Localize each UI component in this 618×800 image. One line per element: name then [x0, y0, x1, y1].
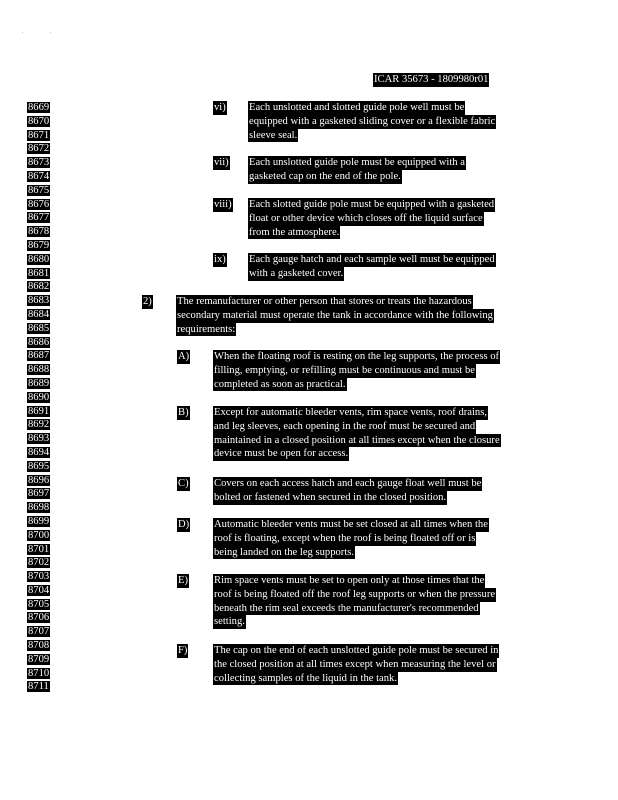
item-vii-line: Each unslotted guide pole must be equipped with a — [249, 157, 465, 168]
line-number — [27, 170, 53, 184]
line-number — [27, 570, 53, 584]
line-number-text: 8669 — [28, 102, 50, 113]
line-number — [27, 556, 53, 570]
line-number-text: 8684 — [28, 308, 50, 320]
line-number-text: 8691 — [28, 405, 50, 417]
item-viii-line: float or other device which closes off the liquid surface — [249, 212, 483, 224]
line-number — [27, 391, 53, 405]
line-number-text: 8672 — [28, 143, 50, 155]
item-vi-line: sleeve seal. — [249, 129, 298, 141]
item-vi-text — [248, 101, 496, 142]
line-number — [27, 101, 53, 115]
line-number — [27, 460, 53, 474]
line-number-text: 8677 — [28, 212, 50, 224]
line-number-text: 8702 — [28, 557, 50, 569]
line-number — [27, 156, 53, 170]
item-C-marker-text: C) — [178, 478, 189, 489]
line-number — [27, 543, 53, 557]
line-number — [27, 487, 53, 501]
item-A-line: filling, emptying, or refilling must be continuous and must be — [214, 364, 475, 376]
line-number — [27, 474, 53, 488]
item-D-line: Automatic bleeder vents must be set closed at all times when the — [214, 519, 488, 530]
line-number-text: 8699 — [28, 515, 50, 527]
item-ix-line: with a gasketed cover. — [249, 267, 344, 279]
line-number-text: 8678 — [28, 226, 50, 238]
line-number — [27, 129, 53, 143]
line-number — [27, 142, 53, 156]
line-number-text: 8709 — [28, 653, 50, 665]
line-number-column — [27, 101, 53, 694]
item-ix-marker-text: ix) — [214, 254, 226, 265]
line-number — [27, 598, 53, 612]
line-number-text: 8681 — [28, 267, 50, 279]
item-2-text — [176, 295, 494, 336]
scan-specks: ' ' — [22, 32, 52, 38]
line-number-text: 8693 — [28, 433, 50, 445]
item-F-line: the closed position at all times except when measuring the level or — [214, 658, 496, 670]
item-E-text — [213, 574, 496, 629]
item-E-line: setting. — [214, 616, 245, 628]
line-number — [27, 625, 53, 639]
line-number-text: 8674 — [28, 170, 50, 182]
item-E-line: Rim space vents must be set to open only at those times that the — [214, 575, 485, 586]
item-F-text — [213, 644, 499, 685]
line-number — [27, 198, 53, 212]
item-D-text — [213, 518, 489, 559]
item-2-line: The remanufacturer or other person that stores or treats the hazardous — [177, 296, 472, 307]
item-ix-text — [248, 253, 496, 281]
item-C-line: bolted or fastened when secured in the closed position. — [214, 491, 447, 503]
line-number — [27, 363, 53, 377]
line-number — [27, 211, 53, 225]
line-number-text: 8706 — [28, 612, 50, 624]
line-number — [27, 501, 53, 515]
line-number-text: 8690 — [28, 391, 50, 403]
item-B-line: and leg sleeves, each opening in the roof must be secured and — [214, 420, 476, 432]
item-A-line: completed as soon as practical. — [214, 378, 346, 390]
line-number-text: 8707 — [28, 626, 50, 638]
line-number — [27, 584, 53, 598]
line-number — [27, 529, 53, 543]
item-E-marker — [177, 574, 189, 588]
line-number — [27, 611, 53, 625]
item-2-line: secondary material must operate the tank in accordance with the following — [177, 309, 493, 321]
item-F-marker — [177, 644, 188, 658]
item-vii-marker-text: vii) — [214, 157, 229, 168]
item-C-line: Covers on each access hatch and each gauge float well must be — [214, 478, 482, 489]
item-B-marker-text: B) — [178, 407, 189, 418]
line-number — [27, 184, 53, 198]
item-E-line: beneath the rim seal exceeds the manufacturer's recommended — [214, 602, 479, 614]
item-viii-text — [248, 198, 495, 239]
item-vii-marker — [213, 156, 230, 170]
line-number-text: 8694 — [28, 446, 50, 458]
item-vii-line: gasketed cap on the end of the pole. — [249, 170, 401, 182]
line-number-text: 8700 — [28, 529, 50, 541]
item-B-line: device must be open for access. — [214, 448, 349, 460]
line-number — [27, 294, 53, 308]
line-number — [27, 253, 53, 267]
item-B-text — [213, 406, 501, 461]
line-number-text: 8704 — [28, 584, 50, 596]
line-number — [27, 405, 53, 419]
item-viii-marker-text: viii) — [214, 199, 232, 210]
line-number — [27, 446, 53, 460]
item-A-marker — [177, 350, 190, 364]
line-number — [27, 349, 53, 363]
line-number-text: 8686 — [28, 336, 50, 348]
item-vi-marker-text: vi) — [214, 102, 226, 113]
item-F-line: collecting samples of the liquid in the tank. — [214, 672, 397, 684]
line-number-text: 8673 — [28, 157, 50, 169]
line-number-text: 8683 — [28, 295, 50, 307]
line-number-text: 8703 — [28, 571, 50, 583]
line-number — [27, 225, 53, 239]
line-number-text: 8697 — [28, 488, 50, 500]
line-number-text: 8676 — [28, 198, 50, 210]
item-D-marker — [177, 518, 190, 532]
item-A-line: When the floating roof is resting on the leg supports, the process of — [214, 351, 500, 362]
line-number-text: 8701 — [28, 543, 50, 555]
item-viii-line: from the atmosphere. — [249, 226, 340, 238]
item-viii-marker — [213, 198, 233, 212]
line-number-text: 8692 — [28, 419, 50, 431]
item-2-marker — [142, 295, 153, 309]
item-vi-line: Each unslotted and slotted guide pole well must be — [249, 102, 465, 113]
item-A-text — [213, 350, 500, 391]
item-vi-marker — [213, 101, 227, 115]
line-number — [27, 308, 53, 322]
line-number — [27, 280, 53, 294]
line-number-text: 8671 — [28, 129, 50, 141]
line-number-text: 8687 — [28, 350, 50, 362]
line-number — [27, 653, 53, 667]
line-number-text: 8688 — [28, 364, 50, 376]
line-number — [27, 667, 53, 681]
line-number-text: 8680 — [28, 253, 50, 265]
line-number-text: 8698 — [28, 502, 50, 514]
item-vii-text — [248, 156, 466, 184]
line-number-text: 8689 — [28, 377, 50, 389]
line-number-text: 8711 — [28, 681, 49, 693]
line-number-text: 8685 — [28, 322, 50, 334]
line-number — [27, 239, 53, 253]
item-D-line: being landed on the leg supports. — [214, 546, 355, 558]
line-number-text: 8710 — [28, 667, 50, 679]
item-A-marker-text: A) — [178, 351, 190, 362]
line-number-text: 8670 — [28, 115, 50, 127]
line-number-text: 8675 — [28, 184, 50, 196]
line-number — [27, 639, 53, 653]
item-ix-line: Each gauge hatch and each sample well must be equipped — [249, 254, 495, 265]
item-B-line: maintained in a closed position at all times except when the closure — [214, 434, 500, 446]
item-E-marker-text: E) — [178, 575, 188, 586]
line-number-text: 8696 — [28, 474, 50, 486]
item-D-line: roof is floating, except when the roof is being floated off or is — [214, 532, 476, 544]
item-B-line: Except for automatic bleeder vents, rim space vents, roof drains, — [214, 407, 487, 418]
item-2-line: requirements: — [177, 323, 236, 335]
line-number-text: 8708 — [28, 640, 50, 652]
line-number — [27, 377, 53, 391]
item-C-text — [213, 477, 482, 505]
item-vi-line: equipped with a gasketed sliding cover or a flexible fabric — [249, 115, 496, 127]
line-number — [27, 680, 53, 694]
line-number — [27, 115, 53, 129]
item-C-marker — [177, 477, 190, 491]
line-number-text: 8679 — [28, 239, 50, 251]
item-2-marker-text: 2) — [143, 296, 152, 307]
line-number — [27, 267, 53, 281]
line-number-text: 8682 — [28, 281, 50, 293]
item-B-marker — [177, 406, 190, 420]
item-F-line: The cap on the end of each unslotted guide pole must be secured in — [214, 645, 499, 656]
line-number-text: 8695 — [28, 460, 50, 472]
item-D-marker-text: D) — [178, 519, 190, 530]
item-viii-line: Each slotted guide pole must be equipped with a gasketed — [249, 199, 495, 210]
line-number — [27, 432, 53, 446]
item-ix-marker — [213, 253, 227, 267]
document-id-header — [373, 73, 489, 87]
document-id: ICAR 35673 - 1809980r01 — [374, 74, 489, 85]
item-F-marker-text: F) — [178, 645, 188, 656]
line-number — [27, 336, 53, 350]
item-E-line: roof is being floated off the roof leg supports or when the pressure — [214, 588, 496, 600]
line-number — [27, 418, 53, 432]
line-number-text: 8705 — [28, 598, 50, 610]
line-number — [27, 322, 53, 336]
line-number — [27, 515, 53, 529]
